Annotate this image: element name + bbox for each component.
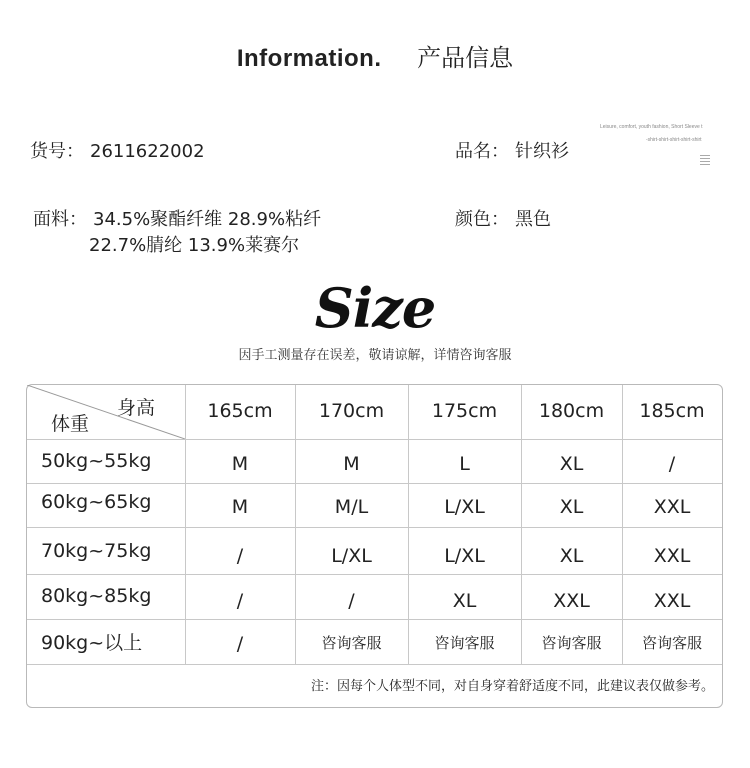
corner-weight-label: 体重 (51, 413, 90, 435)
header-title-en: Information. (236, 45, 382, 72)
size-cell: L/XL (444, 496, 485, 518)
fabric-line1: 34.5%聚酯纤维 28.9%粘纤 (93, 209, 322, 230)
size-note: 因手工测量存在误差，敬请谅解，详情咨询客服 (238, 348, 512, 363)
item-number (30, 137, 205, 163)
tiny-text-line1: Leisure, comfort, youth fashion, Short Sleeve t (600, 124, 703, 130)
size-cell: XXL (653, 590, 691, 612)
size-cell: XL (452, 590, 477, 612)
size-cell: XXL (653, 545, 691, 567)
size-cell: 咨询客服 (321, 634, 382, 652)
height-header: 165cm (207, 400, 273, 422)
size-cell: L/XL (444, 545, 485, 567)
height-header: 185cm (639, 400, 705, 422)
row-divider (27, 483, 722, 484)
corner-height-label: 身高 (117, 397, 156, 419)
product-name-label: 品名： (455, 141, 509, 162)
height-header: 180cm (538, 400, 605, 422)
color-value: 黑色 (515, 209, 551, 230)
size-cell: / (236, 633, 244, 655)
weight-label: 70kg~75kg (41, 540, 152, 562)
size-cell: / (236, 545, 244, 567)
size-cell: M (343, 453, 360, 475)
size-cell: L (459, 453, 470, 475)
menu-icon (700, 155, 710, 167)
size-cell: XL (559, 496, 584, 518)
fabric-line2: 22.7%腈纶 13.9%莱赛尔 (89, 235, 300, 256)
fabric (33, 205, 321, 231)
weight-label: 60kg~65kg (41, 491, 152, 513)
size-cell: 咨询客服 (641, 634, 702, 652)
size-cell: L/XL (331, 545, 372, 567)
size-title: Size (314, 276, 436, 340)
color-label: 颜色： (455, 209, 509, 230)
tiny-text-line2: -shirt-shirt-shirt-shirt-shirt (646, 137, 702, 143)
size-cell: / (668, 453, 676, 475)
info-header (0, 38, 750, 73)
col-divider (408, 385, 409, 664)
col-divider (622, 385, 623, 664)
size-cell: XL (559, 453, 584, 475)
weight-label: 50kg~55kg (41, 450, 152, 472)
col-divider (295, 385, 296, 664)
header-title-zh: 产品信息 (417, 44, 514, 72)
size-cell: M (231, 453, 249, 475)
product-name (455, 137, 569, 163)
col-divider (185, 385, 186, 664)
row-divider (27, 527, 722, 528)
size-cell: 咨询客服 (434, 634, 495, 652)
row-divider (27, 439, 722, 440)
col-divider (521, 385, 522, 664)
color (455, 205, 551, 231)
size-cell: / (236, 590, 244, 612)
weight-label: 80kg~85kg (41, 585, 152, 607)
size-cell: XXL (653, 496, 691, 518)
row-divider (27, 574, 722, 575)
fabric-label: 面料： (33, 209, 87, 230)
item-number-value: 2611622002 (90, 141, 205, 162)
size-cell: / (348, 590, 355, 612)
size-cell: 咨询客服 (541, 634, 602, 652)
table-footnote: 注：因每个人体型不同，对自身穿着舒适度不同，此建议表仅做参考。 (310, 679, 714, 694)
weight-label: 90kg~以上 (41, 632, 143, 654)
product-name-value: 针织衫 (515, 141, 569, 162)
size-cell: M (231, 496, 249, 518)
height-header: 170cm (318, 400, 385, 422)
height-header: 175cm (431, 400, 498, 422)
size-table (26, 384, 723, 708)
row-divider (27, 664, 722, 665)
size-cell: XL (559, 545, 584, 567)
size-cell: XXL (553, 590, 590, 612)
size-cell: M/L (334, 496, 369, 518)
row-divider (27, 619, 722, 620)
item-number-label: 货号： (30, 141, 84, 162)
